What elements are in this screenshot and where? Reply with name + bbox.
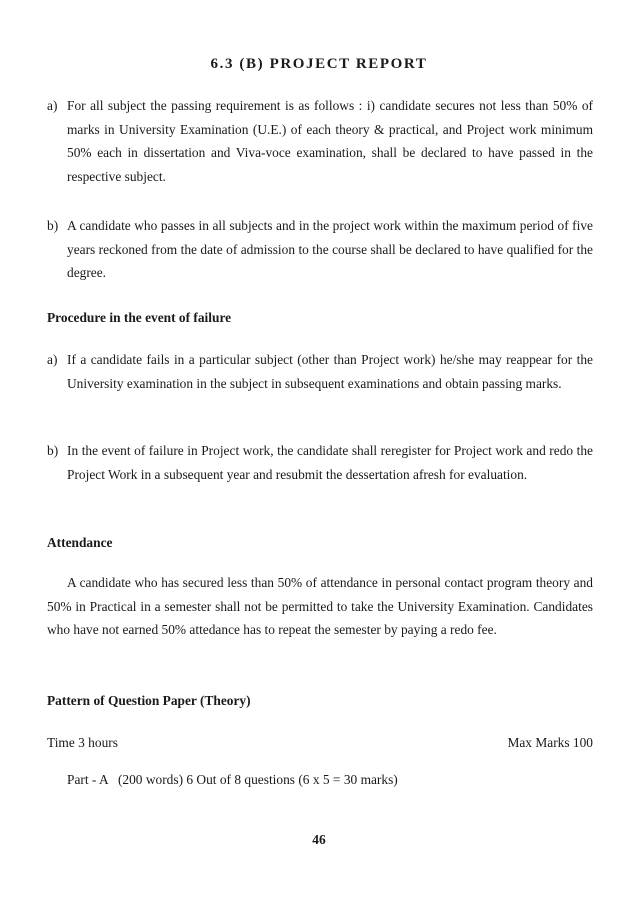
failure-heading: Procedure in the event of failure: [47, 310, 232, 325]
item-label: a): [47, 352, 58, 367]
item-text: For all subject the passing requirement is as follows : i) candidate secures not less than 50% of marks in University Examination (U.E.) of each theory & practical, and Project work minimum 50% each in dissertation and Viva-voce examination, shall be declared to have passed in the respective subject.: [67, 98, 593, 184]
item-label: b): [47, 218, 59, 233]
list-item: [47, 348, 593, 395]
max-marks: Max Marks 100: [507, 735, 593, 750]
attendance-heading: Attendance: [47, 535, 113, 550]
page-number: 46: [312, 832, 326, 847]
item-label: a): [47, 98, 58, 113]
part-a-line: Part - A (200 words) 6 Out of 8 questions (6 x 5 = 30 marks): [67, 772, 398, 787]
attendance-paragraph: A candidate who has secured less than 50% of attendance in personal contact program theory and 50% in Practical in a semester shall not be permitted to take the University Examination. Candidates who have not earned 50% attedance has to repeat the semester by paying a redo fee.: [47, 575, 593, 637]
pattern-heading: Pattern of Question Paper (Theory): [47, 693, 251, 708]
time-label: Time 3 hours: [47, 735, 118, 750]
item-label: b): [47, 443, 59, 458]
item-text: In the event of failure in Project work, the candidate shall reregister for Project work and redo the Project Work in a subsequent year and resubmit the dessertation afresh for evaluation.: [67, 443, 593, 482]
list-item: [47, 439, 593, 486]
list-item: [47, 94, 593, 188]
item-text: A candidate who passes in all subjects and in the project work within the maximum period of five years reckoned from the date of admission to the course shall be declared to have qualified for the degree.: [67, 218, 593, 280]
section-title: 6.3 (B) PROJECT REPORT: [210, 56, 428, 72]
list-item: [47, 214, 593, 285]
item-text: If a candidate fails in a particular subject (other than Project work) he/she may reappear for the University examination in the subject in subsequent examinations and obtain passing marks.: [67, 352, 593, 391]
time-marks-row: [47, 735, 593, 751]
